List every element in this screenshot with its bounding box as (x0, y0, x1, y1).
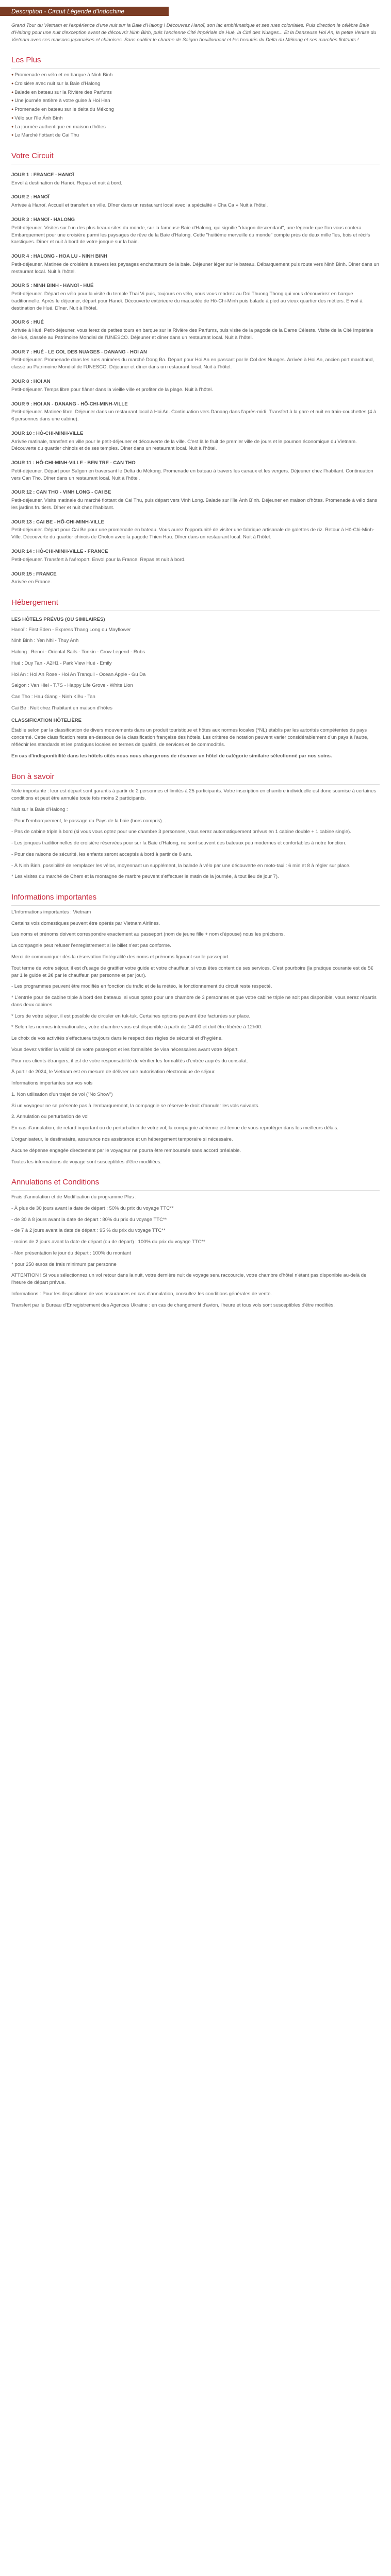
info-line: Aucune dépense engagée directement par le voyageur ne pourra être remboursée sans accord préalable. (11, 1147, 241, 1154)
day-text: Petit-déjeuner. Visite matinale du marché flottant de Cai Thu, puis départ vers Vinh Long. Balade sur l'île Ánh Bình. Déjeuner en maison d'hôtes. Promenade à vélo dans les jardins fruitiers. Dîner et nuit chez l'habitant. (11, 498, 378, 511)
day-block (11, 194, 380, 209)
hotels-list (11, 626, 380, 712)
annul-line: Transfert par le Bureau d'Enregistrement des Agences Ukraine : en cas de changement d'avion, l'heure et tous vols sont susceptibles d'être modifiés. (11, 1302, 335, 1308)
info-line: Merci de communiquer dès la réservation l'intégralité des noms et prénoms figurant sur le passeport. (11, 954, 230, 960)
plus-item: ● Promenade en bateau sur le delta du Mékong (11, 106, 380, 113)
hotel-line: Can Tho : Hau Giang - Ninh Kiều - Tan (11, 694, 95, 700)
annul-line: - Non présentation le jour du départ : 100% du montant (11, 1250, 131, 1256)
bon-line: - À Ninh Binh, possibilité de remplacer les vélos, moyennant un supplément, la balade à vélo par une découverte en moto-taxi : 6 min et 8 à régler sur place. (11, 862, 351, 869)
annul-line: - de 7 à 2 jours avant la date de départ : 95 % du prix du voyage TTC** (11, 1228, 166, 1234)
day-block (11, 430, 380, 452)
info-line: L'organisateur, le destinataire, assurance nos assistance et un hébergement temporaire si nécessaire. (11, 1137, 233, 1143)
classification-note: En cas d'indisponibilité dans les hôtels cités nous nous chargerons de réserver un hôtel de catégorie similaire sélectionné par nos soins. (11, 753, 332, 759)
day-block (11, 349, 380, 371)
plus-item: ● Le Marché flottant de Cai Thu (11, 132, 380, 139)
day-title: JOUR 10 : HÔ-CHI-MINH-VILLE (11, 430, 84, 436)
bon-list (11, 788, 380, 880)
info-line: Toutes les informations de voyage sont susceptibles d'être modifiées. (11, 1159, 162, 1165)
day-block (11, 519, 380, 541)
info-line: À partir de 2024, le Vietnam est en mesure de délivrer une autorisation électronique de séjour. (11, 1069, 216, 1075)
day-text: Petit-déjeuner. Départ pour Cai Be pour une promenade en bateau. Vous aurez l'opportunité de visiter une fabrique artisanale de galettes de riz. Retour à Hô-Chi-Minh-Ville. Découverte du quartier chinois de Cholon avec la pagode Thien Hau. Dîner dans un restaurant local. Nuit à l'hôtel. (11, 527, 374, 540)
annul-line: - de 30 à 8 jours avant la date de départ : 80% du prix du voyage TTC** (11, 1216, 167, 1223)
intro-text: Grand Tour du Vietnam et l'expérience d'une nuit sur la Baie d'Halong ! Découvrez Hanoï, son lac emblématique et ses rues coloniales. Puis direction le célèbre Baie d'Halong pour une nuit d'exception avant de découvrir Ninh Binh, puis l'ancienne Cité Impériale de Hué, la Cité des Nuages... Et la Danseuse Hoi An, la petite Venise du Vietnam avec ses maisons japonaises et chinoises. Sans oublier le charme de Saigon bouillonnant et les beautés du Delta du Mékong et ses marchés flottants ! (11, 23, 377, 43)
info-line: Vous devez vérifier la validité de votre passeport et les formalités de visa nécessaires avant votre départ. (11, 1046, 239, 1053)
bon-line: - Pour l'embarquement, le passage du Pays de la baie (hors compris)... (11, 818, 166, 824)
info-line: La compagnie peut refuser l'enregistrement si le billet n'est pas conforme. (11, 943, 171, 949)
classification-text: Établie selon par la classification de divers mouvements dans un produit touristique et hôtes aux normes locales (*NL) établis par les autorités compétentes du pays concerné. Cette classification reste en-dessous de la classification française des hôtels. Les critères de notation peuvent varier considérablement d'un pays à l'autre, réfléchir les standards et les pratiques locales en termes de qualité, de services et de commodités. (11, 727, 369, 748)
day-block (11, 460, 380, 482)
day-block (11, 548, 380, 564)
day-text: Arrivée matinale, transfert en ville pour le petit-déjeuner et découverte de la ville. C'est là le fruit de premier ville de jours et le poumon économique du Vietnam. Découverte du quartier chinois et de ses temples. Dîner dans un restaurant local. Nuit à l'hôtel. (11, 438, 357, 452)
day-title: JOUR 12 : CAN THO - VINH LONG - CAI BE (11, 489, 111, 496)
bon-line: Nuit sur la Baie d'Halong : (11, 806, 68, 812)
day-block (11, 282, 380, 312)
annul-line: Informations : Pour les dispositions de vos assurances en cas d'annulation, consultez les conditions générales de vente. (11, 1291, 272, 1297)
day-text: Arrivée à Hanoï. Accueil et transfert en ville. Dîner dans un restaurant local avec la spécialité « Cha Ca » Nuit à l'hôtel. (11, 202, 268, 209)
bon-line: - Pas de cabine triple à bord (si vous vous optez pour une chambre 3 personnes, vous serez automatiquement prévus en 1 cabine double + 1 cabine single). (11, 829, 351, 835)
day-title: JOUR 8 : HOI AN (11, 379, 51, 384)
day-text: Petit-déjeuner. Départ en vélo pour la visite du temple Thai Vi puis, toujours en vélo, vous vous rendrez au Dai Thuong Thong qui vous découvrirez en barque traditionnelle. Après le déjeuner, départ pour Hanoï. Découverte extérieure du mausolée de Hô-Chi-Minh puis balade à pied au vieux quartier des métiers. Envol à destination de Hué. Dîner. Nuit à l'hôtel. (11, 291, 363, 311)
day-text: Petit-déjeuner. Promenade dans les rues animées du marché Dong Ba. Départ pour Hoi An en passant par le Col des Nuages. Arrivée à Hoi An, ancien port marchand, classé au Patrimoine Mondial de l'UNESCO. Déjeuner et dîner dans un restaurant local. Nuit à l'hôtel. (11, 357, 374, 370)
day-text: Envol à destination de Hanoï. Repas et nuit à bord. (11, 180, 122, 186)
hotel-line: Hoi An : Hoi An Rose - Hoi An Tranquil - Ocean Apple - Gu Da (11, 671, 146, 677)
day-title: JOUR 13 : CAI BE - HÔ-CHI-MINH-VILLE (11, 519, 104, 525)
day-title: JOUR 1 : FRANCE - HANOÏ (11, 172, 74, 178)
day-title: JOUR 15 : FRANCE (11, 571, 57, 577)
info-line: En cas d'annulation, de retard important ou de perturbation de votre vol, la compagnie aérienne est tenue de vous reprotéger dans les meilleurs délais. (11, 1125, 338, 1131)
day-block (11, 571, 380, 586)
infos-list (11, 909, 380, 1165)
info-line: Informations importantes sur vos vols (11, 1080, 93, 1087)
plus-title: Les Plus (11, 55, 380, 69)
annul-line: - moins de 2 jours avant la date de départ (ou de départ) : 100% du prix du voyage TTC** (11, 1239, 205, 1245)
day-block (11, 253, 380, 275)
day-text: Arrivée en France. (11, 579, 52, 585)
day-block (11, 489, 380, 511)
day-text: Petit-déjeuner. Matinée libre. Déjeuner dans un restaurant local à Hoi An. Continuation vers Danang dans l'après-midi. Transfert à la gare et nuit en train-couchettes (4 à 6 personnes dans une cabine). (11, 409, 377, 422)
plus-item: ● Balade en bateau sur la Rivière des Parfums (11, 89, 380, 96)
day-block (11, 378, 380, 394)
info-line: 2. Annulation ou perturbation de vol (11, 1114, 89, 1120)
hotel-line: Hué : Duy Tan - A2H1 - Park View Hué - Emily (11, 660, 112, 666)
day-text: Petit-déjeuner. Matinée de croisière à travers les paysages enchanteurs de la baie. Déjeuner léger sur le bateau. Débarquement puis route vers Ninh Binh. Dîner dans un restaurant local. Nuit à l'hôtel. (11, 261, 379, 275)
day-block (11, 401, 380, 423)
day-block (11, 216, 380, 246)
itinerary (11, 172, 380, 586)
info-line: - Les programmes peuvent être modifiés en fonction du trafic et de la météo, le fonctionnement du circuit reste respecté. (11, 984, 272, 990)
plus-item: ● La journée authentique en maison d'hôtes (11, 124, 380, 131)
day-title: JOUR 14 : HÔ-CHI-MINH-VILLE - FRANCE (11, 549, 108, 555)
info-line: * Selon les normes internationales, votre chambre vous est disponible à partir de 14h00 et doit être libérée à 12h00. (11, 1024, 263, 1030)
day-text: Arrivée à Hué. Petit-déjeuner, vous ferez de petites tours en barque sur la Rivière des Parfums, puis visite de la pagode de la Dame Céleste. Visite de la Cité Impériale de Hué, classée au Patrimoine Mondial de l'UNESCO. Déjeuner et dîner dans un restaurant local. Nuit à l'hôtel. (11, 328, 373, 341)
info-line: * Lors de votre séjour, il est possible de circuler en tuk-tuk. Certaines options peuvent être facturées sur place. (11, 1013, 251, 1019)
info-line: Le choix de vos activités s'effectuera toujours dans le respect des règles de sécurité et d'hygiène. (11, 1036, 223, 1042)
day-text: Petit-déjeuner. Temps libre pour flâner dans la vieille ville et profiter de la plage. Nuit à l'hôtel. (11, 386, 213, 393)
circuit-title: Votre Circuit (11, 150, 380, 164)
hotel-line: Ninh Binh : Yen Nhi - Thuy Anh (11, 638, 79, 644)
day-title: JOUR 7 : HUÉ - LE COL DES NUAGES - DANANG - HOI AN (11, 349, 147, 355)
info-line: Certains vols domestiques peuvent être opérés par Vietnam Airlines. (11, 920, 160, 926)
day-title: JOUR 3 : HANOÏ - HALONG (11, 216, 75, 223)
annul-line: ATTENTION ! Si vous sélectionnez un vol retour dans la nuit, votre dernière nuit de voyage sera raccourcie, votre chambre d'hôtel n'étant pas disponible au-delà de l'heure de départ prévue. (11, 1273, 367, 1286)
hotel-line: Cai Be : Nuit chez l'habitant en maison d'hôtes (11, 705, 112, 711)
day-text: Petit-déjeuner. Départ pour Saïgon en traversant le Delta du Mékong. Promenade en bateau à travers les canaux et les vergers. Déjeuner chez l'habitant. Continuation vers Can Tho. Dîner dans un restaurant local. Nuit à l'hôtel. (11, 468, 373, 481)
hotel-line: Saigon : Van Hiel - T.7S - Happy Life Grove - White Lion (11, 683, 133, 689)
classification-heading: CLASSIFICATION HÔTELIÈRE (11, 717, 82, 723)
info-line: Tout terme de votre séjour, il est d'usage de gratifier votre guide et votre chauffeur, si vous êtes content de ses services. C'est pourboire (la pratique courante est de 5€ par 1 le guide et 2€ par le chauffeur, par personne et par jour). (11, 965, 373, 978)
day-block (11, 172, 380, 187)
day-block (11, 319, 380, 341)
plus-item: ● Une journée entière à votre guise à Hoi Han (11, 97, 380, 105)
plus-item: ● Vélo sur l'île Ánh Bình (11, 115, 380, 122)
info-line: 1. Non utilisation d'un trajet de vol ("No Show") (11, 1091, 113, 1097)
day-title: JOUR 2 : HANOÏ (11, 194, 50, 200)
section-banner: Description - Circuit Légende d'Indochine (0, 7, 169, 16)
infos-title: Informations importantes (11, 892, 380, 906)
plus-item: ● Croisière avec nuit sur la Baie d'Halong (11, 80, 380, 88)
bon-line: - Les jonques traditionnelles de croisière réservées pour sur la Baie d'Halong, ne sont souvent des bateaux peu modernes et confortables à notre fonction. (11, 840, 347, 846)
plus-list (11, 72, 380, 139)
info-line: * L'entrée pour de cabine triple à bord des bateaux, si vous optez pour une chambre de 3 personnes et que votre cabine triple ne soit pas disponible, vous serez répartis dans deux cabines. (11, 995, 377, 1008)
hotel-line: Hanoï : First Eden - Express Thang Long ou Mayflower (11, 626, 131, 633)
day-title: JOUR 11 : HÔ-CHI-MINH-VILLE - BEN TRE - CAN THO (11, 460, 136, 466)
day-title: JOUR 9 : HOI AN - DANANG - HÔ-CHI-MINH-VILLE (11, 401, 128, 407)
annul-list (11, 1194, 380, 1309)
annul-line: * pour 250 euros de frais minimum par personne (11, 1261, 117, 1267)
bon-title: Bon à savoir (11, 771, 380, 785)
day-title: JOUR 5 : NINH BINH - HANOÏ - HUÉ (11, 283, 94, 289)
bon-line: - Pour des raisons de sécurité, les enfants seront acceptés à bord à partir de 8 ans. (11, 851, 192, 857)
info-line: Si un voyageur ne se présente pas à l'embarquement, la compagnie se réserve le droit d'annuler les vols suivants. (11, 1103, 260, 1109)
day-text: Petit-déjeuner. Transfert à l'aéroport. Envol pour la France. Repas et nuit à bord. (11, 556, 186, 563)
annul-line: Frais d'annulation et de Modification du programme Plus : (11, 1194, 137, 1200)
annul-line: - À plus de 30 jours avant la date de départ : 50% du prix du voyage TTC** (11, 1205, 174, 1211)
bon-line: * Les visites du marché de Chem et la montagne de marbre peuvent s'effectuer le matin de la journée, à tout lieu de jour 7). (11, 874, 279, 880)
hebergement-title: Hébergement (11, 597, 380, 611)
info-line: Les noms et prénoms doivent correspondre exactement au passeport (nom de jeune fille + nom d'épouse) nous les précisons. (11, 931, 285, 938)
hotels-heading: LES HÔTELS PRÉVUS (OU SIMILAIRES) (11, 616, 105, 622)
hotel-line: Halong : Renoi - Oriental Sails - Tonkin - Crow Legend - Rubs (11, 649, 145, 655)
info-line: Pour nos clients étrangers, il est de votre responsabilité de vérifier les formalités d'entrée auprès du consulat. (11, 1058, 248, 1064)
day-title: JOUR 6 : HUÉ (11, 319, 44, 326)
page (0, 7, 391, 1328)
plus-item: ● Promenade en vélo et en barque à Ninh Binh (11, 72, 380, 79)
info-line: L'Informations importantes : Vietnam (11, 909, 91, 915)
annul-title: Annulations et Conditions (11, 1177, 380, 1191)
day-text: Petit-déjeuner. Visites sur l'un des plus beaux sites du monde, sur la fameuse Baie d'Halong, qui signifie "dragon descendant", une légende que l'on vous contera. Embarquement pour une croisière parmi les paysages de rêve de la Baie d'Halong. Cette "huitième merveille du monde" compte près de deux mille îles, bois et récifs karstiques. Dîner et nuit à bord de votre jonque sur la baie. (11, 225, 370, 245)
bon-line: Note importante : leur est départ sont garantis à partir de 2 personnes et limités à 25 participants. Votre inscription en chambre individuelle est donc soumise à certaines conditions et peut être annulée toute fois moins 2 participants. (11, 788, 377, 802)
day-title: JOUR 4 : HALONG - HOA LU - NINH BINH (11, 253, 107, 260)
